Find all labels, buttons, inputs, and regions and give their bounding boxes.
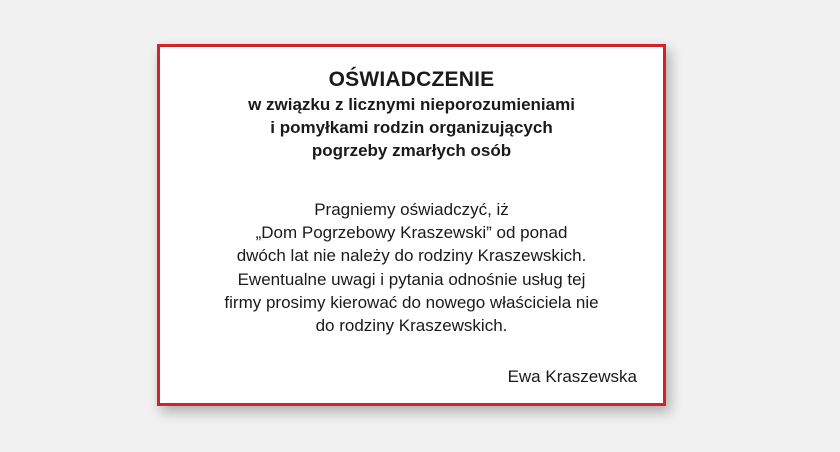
subtitle-line: i pomyłkami rodzin organizujących [270,118,553,137]
body-line: Pragniemy oświadczyć, iż [314,200,509,219]
notice-card [157,44,666,406]
notice-body [160,198,663,337]
signature: Ewa Kraszewska [507,367,637,386]
notice-subtitle [160,93,663,162]
body-line: Ewentualne uwagi i pytania odnośnie usług tej [237,269,586,289]
subtitle-line: pogrzeby zmarłych osób [311,141,512,160]
body-line: do rodziny Kraszewskich. [315,316,508,336]
body-line: firmy prosimy kierować do nowego właściciela nie [224,292,599,312]
subtitle-line: w związku z licznymi nieporozumieniami [248,95,575,114]
notice-title: OŚWIADCZENIE [328,68,495,91]
notice-heading [160,67,663,162]
body-line: „Dom Pogrzebowy Kraszewski” od ponad [255,223,568,243]
body-line: dwóch lat nie należy do rodziny Kraszewskich. [236,246,587,266]
